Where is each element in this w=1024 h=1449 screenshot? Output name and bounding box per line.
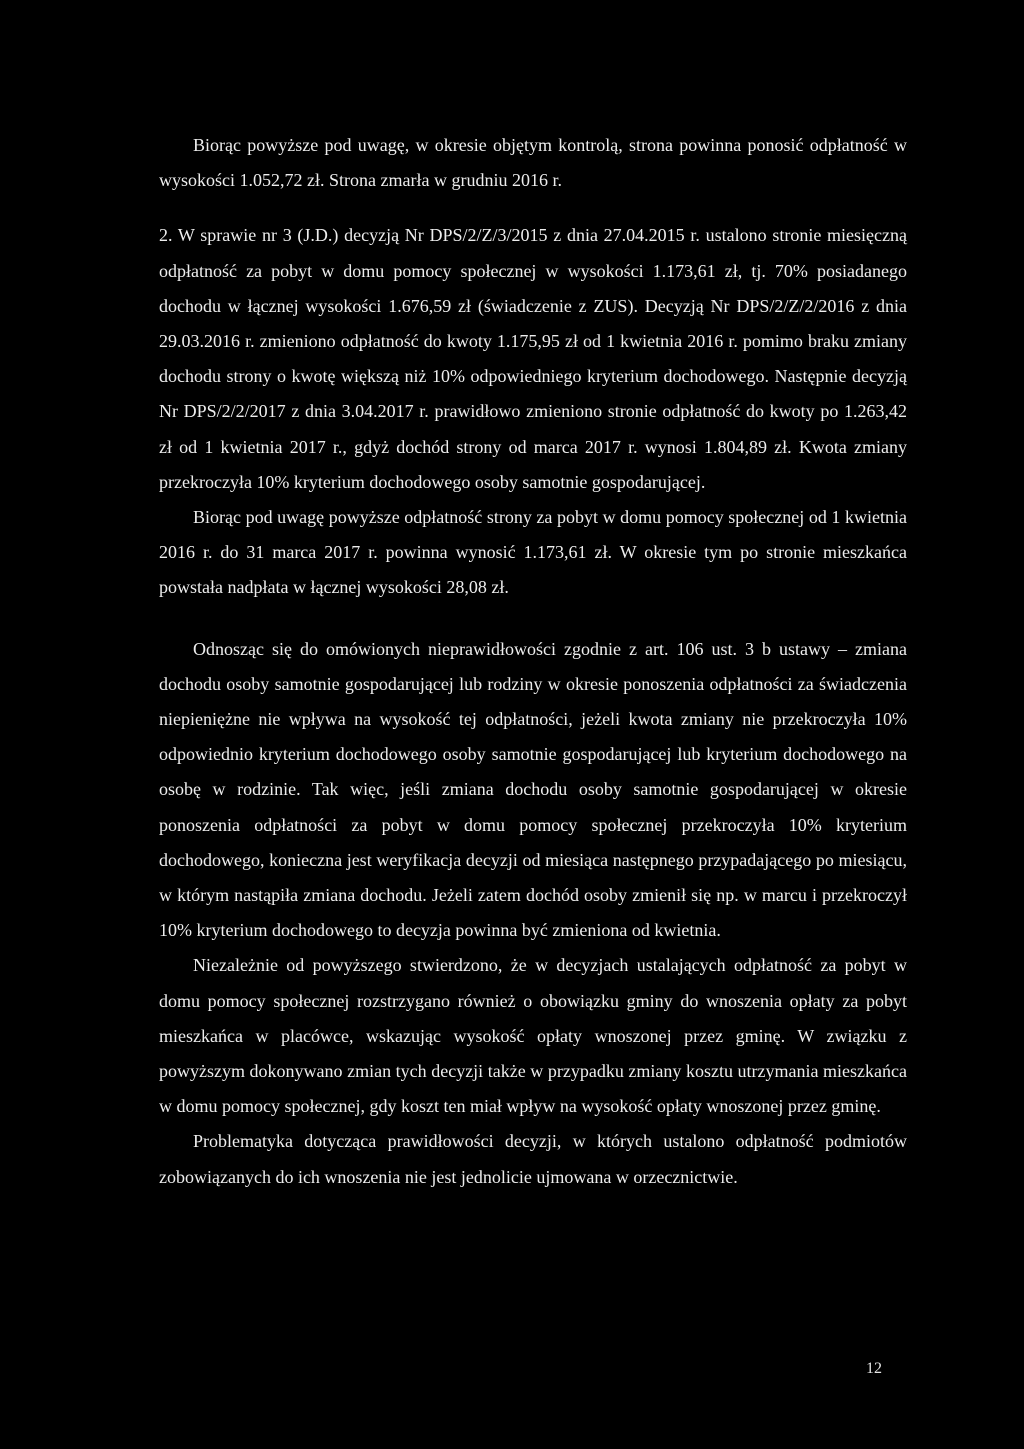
- paragraph-1: Biorąc powyższe pod uwagę, w okresie objętym kontrolą, strona powinna ponosić odpłatność w wysokości 1.052,72 zł. Strona zmarła w grudniu 2016 r.: [159, 135, 907, 191]
- paragraph-4: Odnosząc się do omówionych nieprawidłowości zgodnie z art. 106 ust. 3 b ustawy – zmiana dochodu osoby samotnie gospodarującej lub rodziny w okresie ponoszenia odpłatności za świadczenia niepieniężne nie wpływa na wysokość tej odpłatności, jeżeli kwota zmiany nie przekroczyła 10% odpowiednio kryterium dochodowego osoby samotnie gospodarującej lub kryterium dochodowego na osobę w rodzinie. Tak więc, jeśli zmiana dochodu osoby samotnie gospodarującej w okresie ponoszenia odpłatności za pobyt w domu pomocy społecznej przekroczyła 10% kryterium dochodowego, konieczna jest weryfikacja decyzji od miesiąca następnego przypadającego po miesiącu, w którym nastąpiła zmiana dochodu. Jeżeli zatem dochód osoby zmienił się np. w marcu i przekroczył 10% kryterium dochodowego to decyzja powinna być zmieniona od kwietnia.: [159, 638, 907, 941]
- paragraph-5: Niezależnie od powyższego stwierdzono, że w decyzjach ustalających odpłatność za pobyt w domu pomocy społecznej rozstrzygano również o obowiązku gminy do wnoszenia opłaty za pobyt mieszkańca w placówce, wskazując wysokość opłaty wnoszonej przez gminę. W związku z powyższym dokonywano zmian tych decyzji także w przypadku zmiany kosztu utrzymania mieszkańca w domu pomocy społecznej, gdy koszt ten miał wpływ na wysokość opłaty wnoszonej przez gminę.: [159, 955, 907, 1117]
- document-body: [159, 128, 907, 1195]
- paragraph-2: 2. W sprawie nr 3 (J.D.) decyzją Nr DPS/2/Z/3/2015 z dnia 27.04.2015 r. ustalono stronie miesięczną odpłatność za pobyt w domu pomocy społecznej w wysokości 1.173,61 zł, tj. 70% posiadanego dochodu w łącznej wysokości 1.676,59 zł (świadczenie z ZUS). Decyzją Nr DPS/2/Z/2/2016 z dnia 29.03.2016 r. zmieniono odpłatność do kwoty 1.175,95 zł od 1 kwietnia 2016 r. pomimo braku zmiany dochodu strony o kwotę większą niż 10% odpowiedniego kryterium dochodowego. Następnie decyzją Nr DPS/2/2/2017 z dnia 3.04.2017 r. prawidłowo zmieniono stronie odpłatność do kwoty po 1.263,42 zł od 1 kwietnia 2017 r., gdyż dochód strony od marca 2017 r. wynosi 1.804,89 zł. Kwota zmiany przekroczyła 10% kryterium dochodowego osoby samotnie gospodarującej.: [159, 225, 907, 492]
- paragraph-6: Problematyka dotycząca prawidłowości decyzji, w których ustalono odpłatność podmiotów zobowiązanych do ich wnoszenia nie jest jednolicie ujmowana w orzecznictwie.: [159, 1131, 907, 1187]
- paragraph-3: Biorąc pod uwagę powyższe odpłatność strony za pobyt w domu pomocy społecznej od 1 kwietnia 2016 r. do 31 marca 2017 r. powinna wynosić 1.173,61 zł. W okresie tym po stronie mieszkańca powstała nadpłata w łącznej wysokości 28,08 zł.: [159, 507, 907, 598]
- page-number: 12: [866, 1360, 882, 1377]
